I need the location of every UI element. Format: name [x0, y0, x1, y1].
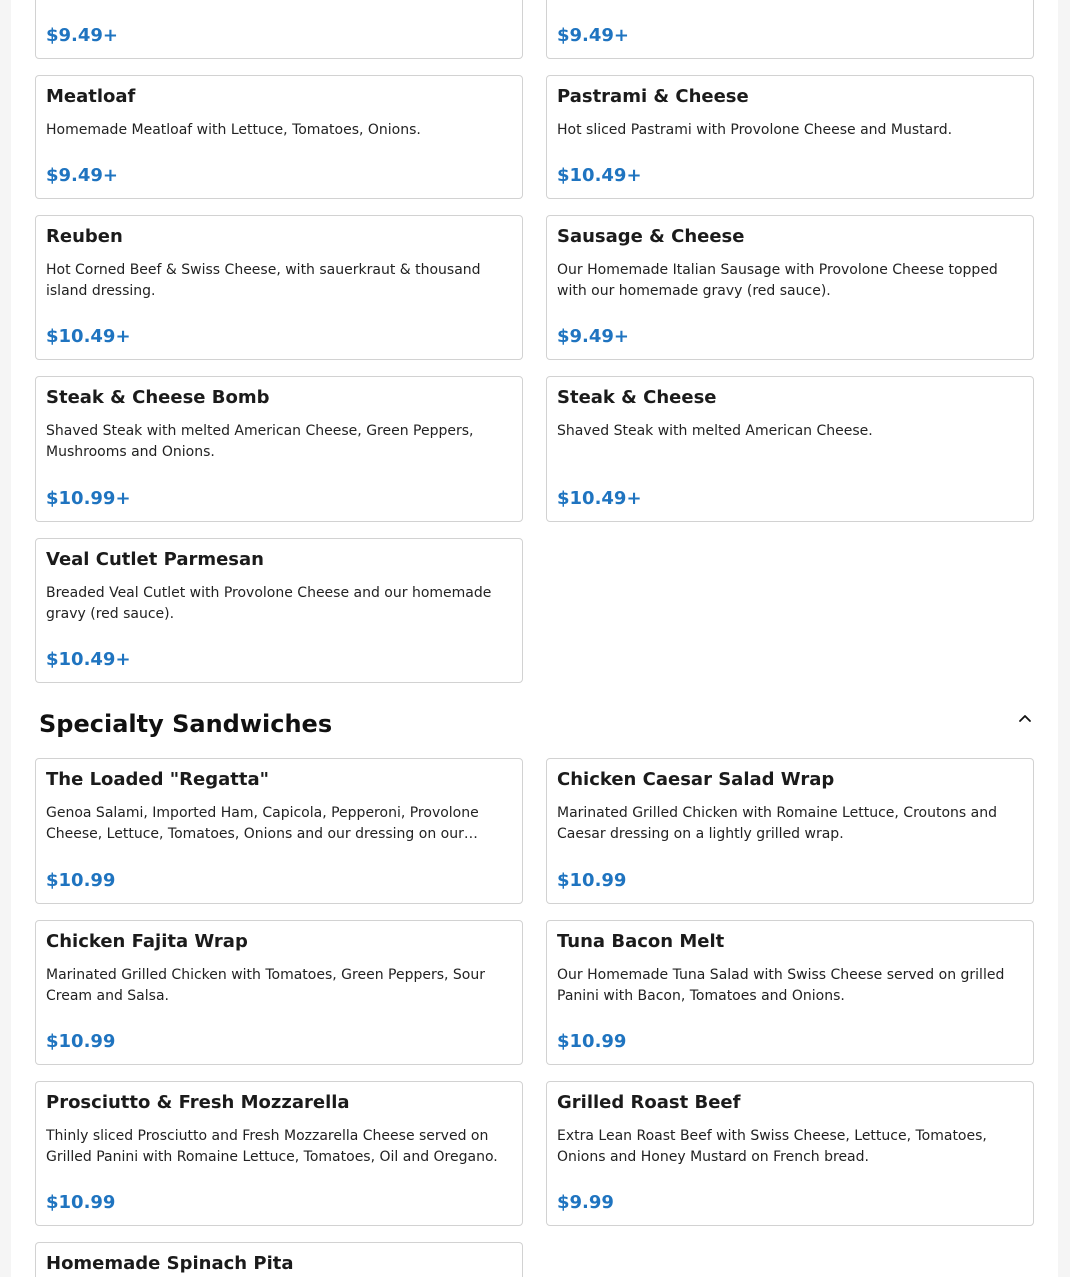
menu-item-name: Steak & Cheese Bomb: [46, 387, 270, 408]
menu-item-description: Marinated Grilled Chicken with Tomatoes, Green Peppers, Sour Cream and Salsa.: [46, 967, 485, 1004]
menu-item-price: $9.49+: [557, 25, 630, 46]
section-collapse-button[interactable]: [1013, 706, 1037, 730]
menu-item-price: $10.99: [557, 1031, 627, 1052]
menu-item-description: Our Homemade Italian Sausage with Provolone Cheese topped with our homemade gravy (red sauce).: [557, 262, 998, 299]
menu-item-name: Tuna Bacon Melt: [557, 931, 725, 952]
menu-item-description: Marinated Grilled Chicken with Romaine Lettuce, Croutons and Caesar dressing on a lightly grilled wrap.: [557, 805, 997, 842]
menu-item-description: Shaved Steak with melted American Cheese.: [557, 423, 873, 439]
menu-item-price: $10.99: [46, 1031, 116, 1052]
menu-item-name: The Loaded "Regatta": [46, 769, 270, 790]
chevron-up-icon: [1017, 710, 1033, 726]
menu-item-name: Pastrami & Cheese: [557, 86, 749, 107]
menu-item-price: $10.49+: [46, 326, 131, 347]
menu-item-card[interactable]: [35, 215, 523, 360]
section-title-specialty-sandwiches: Specialty Sandwiches: [39, 710, 333, 738]
menu-item-description: Genoa Salami, Imported Ham, Capicola, Pepperoni, Provolone Cheese, Lettuce, Tomatoes, Onions and our dressing on our…: [46, 805, 479, 842]
menu-item-description: Thinly sliced Prosciutto and Fresh Mozzarella Cheese served on Grilled Panini with Romaine Lettuce, Tomatoes, Oil and Oregano.: [46, 1128, 498, 1165]
menu-item-card[interactable]: [546, 376, 1034, 522]
menu-item-name: Chicken Fajita Wrap: [46, 931, 248, 952]
menu-item-name: Veal Cutlet Parmesan: [46, 549, 264, 570]
menu-item-description: Extra Lean Roast Beef with Swiss Cheese, Lettuce, Tomatoes, Onions and Honey Mustard on French bread.: [557, 1128, 987, 1165]
menu-item-card[interactable]: [546, 920, 1034, 1065]
menu-item-card[interactable]: [35, 0, 523, 59]
menu-item-description: Breaded Veal Cutlet with Provolone Cheese and our homemade gravy (red sauce).: [46, 585, 492, 622]
menu-item-card[interactable]: [546, 1081, 1034, 1226]
menu-item-price: $10.99: [46, 1192, 116, 1213]
menu-item-name: Steak & Cheese: [557, 387, 717, 408]
menu-item-card[interactable]: [35, 758, 523, 904]
menu-item-description: Our Homemade Tuna Salad with Swiss Cheese served on grilled Panini with Bacon, Tomatoes and Onions.: [557, 967, 1005, 1004]
menu-item-name: Reuben: [46, 226, 123, 247]
menu-item-price: $9.49+: [557, 326, 630, 347]
menu-item-card[interactable]: [546, 215, 1034, 360]
menu-item-description: Shaved Steak with melted American Cheese, Green Peppers, Mushrooms and Onions.: [46, 423, 474, 460]
menu-item-card[interactable]: [546, 75, 1034, 199]
menu-item-price: $10.49+: [557, 488, 642, 509]
menu-item-card[interactable]: [35, 75, 523, 199]
menu-item-name: Sausage & Cheese: [557, 226, 745, 247]
menu-item-name: Meatloaf: [46, 86, 136, 107]
menu-item-card[interactable]: [35, 920, 523, 1065]
menu-item-price: $9.49+: [46, 25, 119, 46]
menu-item-card[interactable]: [35, 376, 523, 522]
menu-item-price: $10.49+: [46, 649, 131, 670]
menu-item-price: $10.49+: [557, 165, 642, 186]
menu-item-card[interactable]: [35, 538, 523, 683]
menu-item-price: $10.99: [46, 870, 116, 891]
menu-item-description: Homemade Meatloaf with Lettuce, Tomatoes, Onions.: [46, 122, 421, 138]
menu-item-price: $9.99: [557, 1192, 614, 1213]
menu-item-description: Hot sliced Pastrami with Provolone Cheese and Mustard.: [557, 122, 953, 138]
menu-item-card[interactable]: [35, 1081, 523, 1226]
menu-item-price: $9.49+: [46, 165, 119, 186]
menu-item-name: Chicken Caesar Salad Wrap: [557, 769, 835, 790]
menu-item-card[interactable]: [546, 0, 1034, 59]
menu-item-name: Grilled Roast Beef: [557, 1092, 741, 1113]
menu-item-price: $10.99: [557, 870, 627, 891]
menu-item-name: Prosciutto & Fresh Mozzarella: [46, 1092, 350, 1113]
menu-item-card[interactable]: [546, 758, 1034, 904]
menu-item-price: $10.99+: [46, 488, 131, 509]
menu-item-description: Hot Corned Beef & Swiss Cheese, with sauerkraut & thousand island dressing.: [46, 262, 481, 299]
menu-item-card[interactable]: [35, 1242, 523, 1277]
menu-item-name: Homemade Spinach Pita: [46, 1253, 294, 1274]
